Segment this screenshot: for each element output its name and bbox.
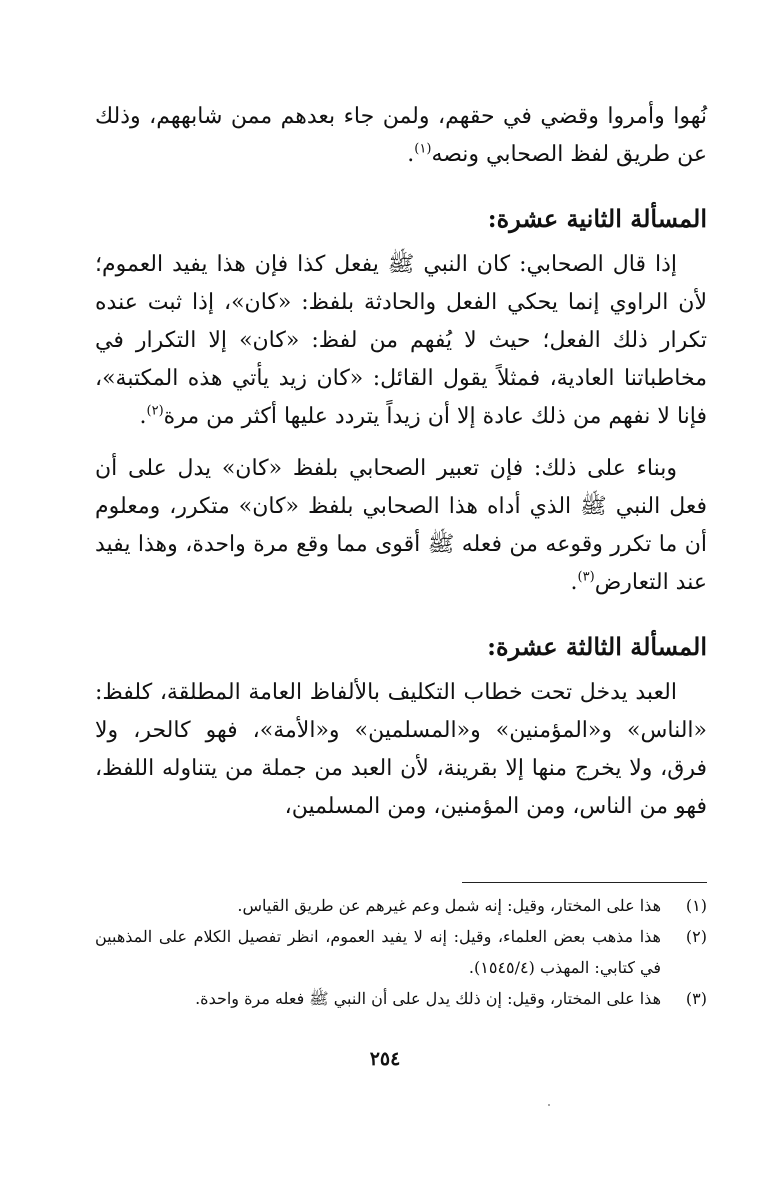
paragraph-3: وبناء على ذلك: فإن تعبير الصحابي بلفظ «كان» يدل على أن فعل النبي ﷺ الذي أداه هذا الصحابي بلفظ «كان» متكرر، ومعلوم أن ما تكرر وقوعه من فعله ﷺ أقوى مما وقع مرة واحدة، وهذا يفيد عند التعارض$^{(٣)}$.	[95, 456, 707, 595]
footnote-text: هذا على المختار، وقيل: إن ذلك يدل على أن النبي ﷺ فعله مرة واحدة.	[195, 989, 661, 1008]
footnote-ref-3[interactable]: (٣)	[577, 569, 595, 585]
issue-12-heading: المسألة الثانية عشرة:	[487, 204, 707, 233]
footnote-number: (٢)	[685, 927, 707, 946]
paragraph-1: نُهوا وأمروا وقضي في حقهم، ولمن جاء بعدهم ممن شابههم، وذلك عن طريق لفظ الصحابي ونصه$^{(١)}$.	[95, 104, 707, 167]
footnote-ref-1[interactable]: (١)	[414, 141, 432, 157]
paragraph-2: إذا قال الصحابي: كان النبي ﷺ يفعل كذا فإن هذا يفيد العموم؛ لأن الراوي إنما يحكي الفعل والحادثة بلفظ: «كان»، إذا ثبت عنده تكرار ذلك الفعل؛ حيث لا يُفهم من لفظ: «كان» إلا التكرار في مخاطباتنا العادية، فمثلاً يقول القائل: «كان زيد يأتي هذه المكتبة»، فإنا لا نفهم من ذلك عادة إلا أن زيداً يتردد عليها أكثر من مرة$^{(٢)}$.	[95, 252, 707, 429]
footnote-divider	[462, 882, 707, 883]
footnote-text: هذا على المختار، وقيل: إنه شمل وعم غيرهم عن طريق القياس.	[237, 896, 661, 915]
footnote-2	[95, 921, 707, 983]
page-number: ٢٥٤	[369, 1048, 401, 1070]
issue-13-heading: المسألة الثالثة عشرة:	[487, 632, 707, 661]
main-text	[95, 98, 707, 826]
footnotes	[95, 890, 707, 1014]
footnote-number: (١)	[685, 896, 707, 915]
footnote-text: هذا مذهب بعض العلماء، وقيل: إنه لا يفيد العموم، انظر تفصيل الكلام على المذهبين في كتابي: المهذب (١٥٤٥/٤).	[95, 927, 661, 977]
footnote-3	[95, 983, 707, 1014]
footnote-ref-2[interactable]: (٢)	[146, 403, 164, 419]
paragraph-4: العبد يدخل تحت خطاب التكليف بالألفاظ العامة المطلقة، كلفظ: «الناس» و«المؤمنين» و«المسلمين» و«الأمة»، فهو كالحر، ولا فرق، ولا يخرج منها إلا بقرينة، لأن العبد من جملة من يتناوله اللفظ، فهو من الناس، ومن المؤمنين، ومن المسلمين،	[95, 680, 707, 819]
footnote-number: (٣)	[685, 989, 707, 1008]
footnote-1	[95, 890, 707, 921]
scan-speck	[548, 1104, 550, 1106]
